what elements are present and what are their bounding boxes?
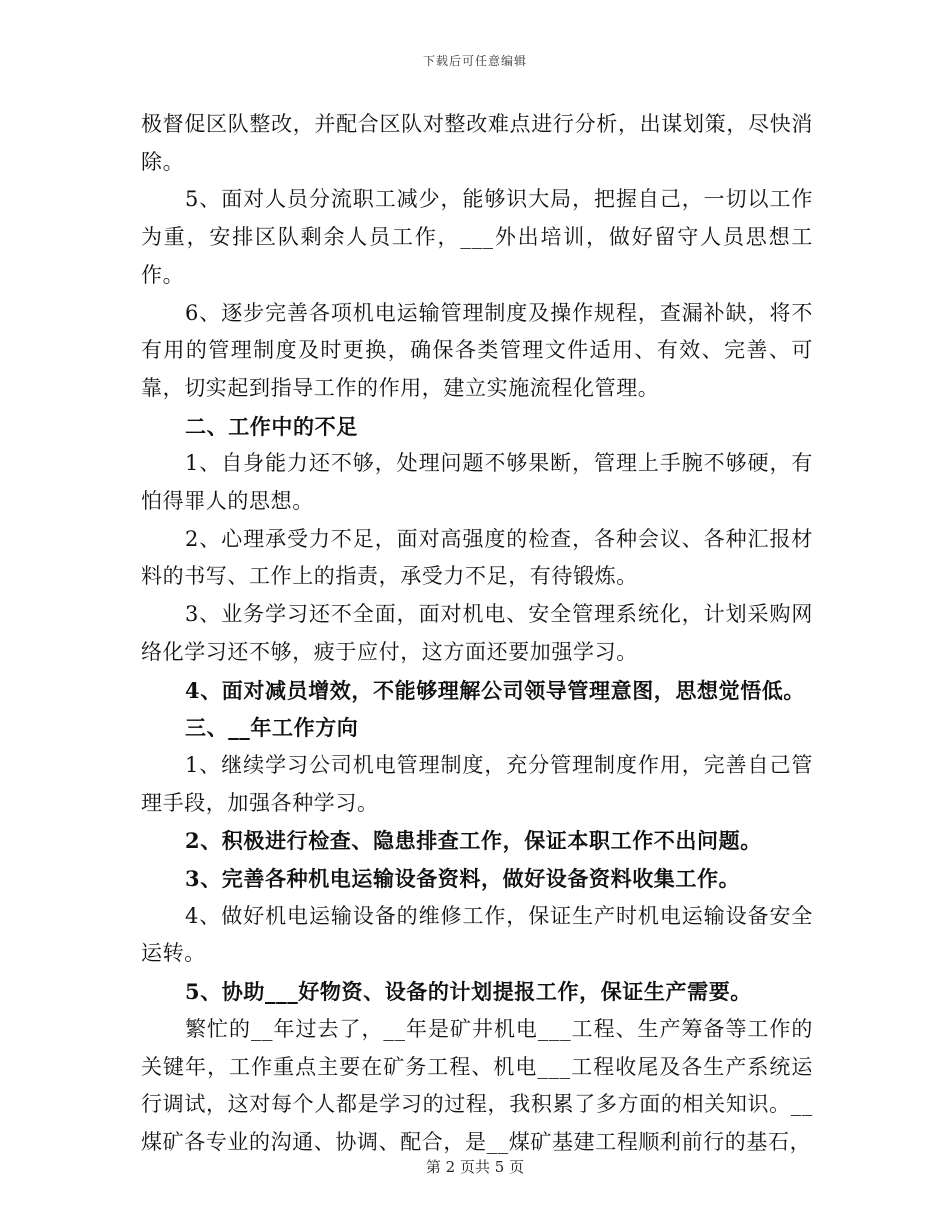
paragraph-shortcoming-3: 3、业务学习还不全面，面对机电、安全管理系统化，计划采购网络化学习还不够，疲于应付，这方面还要加强学习。 [141,602,813,664]
paragraph-direction-3: 3、完善各种机电运输设备资料，做好设备资料收集工作。 [185,866,741,892]
document-body [141,106,813,1162]
section-heading-2: 二、工作中的不足 [185,413,358,439]
paragraph-item-5: 5、面对人员分流职工减少，能够识大局，把握自己，一切以工作为重，安排区队剩余人员工作，___外出培训，做好留守人员思想工作。 [141,187,813,287]
page-header: 下载后可任意编辑 [422,54,527,68]
paragraph-direction-2: 2、积极进行检查、隐患排查工作，保证本职工作不出问题。 [185,828,762,854]
paragraph-continuation: 极督促区队整改，并配合区队对整改难点进行分析，出谋划策，尽快消除。 [141,112,813,174]
paragraph-shortcoming-2: 2、心理承受力不足，面对高强度的检查，各种会议、各种汇报材料的书写、工作上的指责，承受力不足，有待锻炼。 [141,526,813,589]
paragraph-summary: 繁忙的__年过去了，__年是矿井机电___工程、生产筹备等工作的关键年，工作重点主要在矿务工程、机电___工程收尾及各生产系统运行调试，这对每个人都是学习的过程，我积累了多方面的相关知识。__煤矿各专业的沟通、协调、配合，是__煤矿基建工程顺利前行的基石， [141,1016,813,1154]
paragraph-direction-5: 5、协助___好物资、设备的计划提报工作，保证生产需要。 [185,979,752,1005]
paragraph-direction-1: 1、继续学习公司机电管理制度，充分管理制度作用，完善自己管理手段，加强各种学习。 [141,752,813,815]
paragraph-direction-4: 4、做好机电运输设备的维修工作，保证生产时机电运输设备安全运转。 [141,903,813,966]
page-number: 第 2 页共 5 页 [425,1158,525,1176]
paragraph-item-6: 6、逐步完善各项机电运输管理制度及操作规程，查漏补缺，将不有用的管理制度及时更换，确保各类管理文件适用、有效、完善、可靠，切实起到指导工作的作用，建立实施流程化管理。 [141,300,813,400]
paragraph-shortcoming-4: 4、面对减员增效，不能够理解公司领导管理意图，思想觉悟低。 [185,677,806,703]
paragraph-shortcoming-1: 1、自身能力还不够，处理问题不够果断，管理上手腕不够硬，有怕得罪人的思想。 [141,451,813,514]
section-heading-3: 三、__年工作方向 [185,715,359,741]
